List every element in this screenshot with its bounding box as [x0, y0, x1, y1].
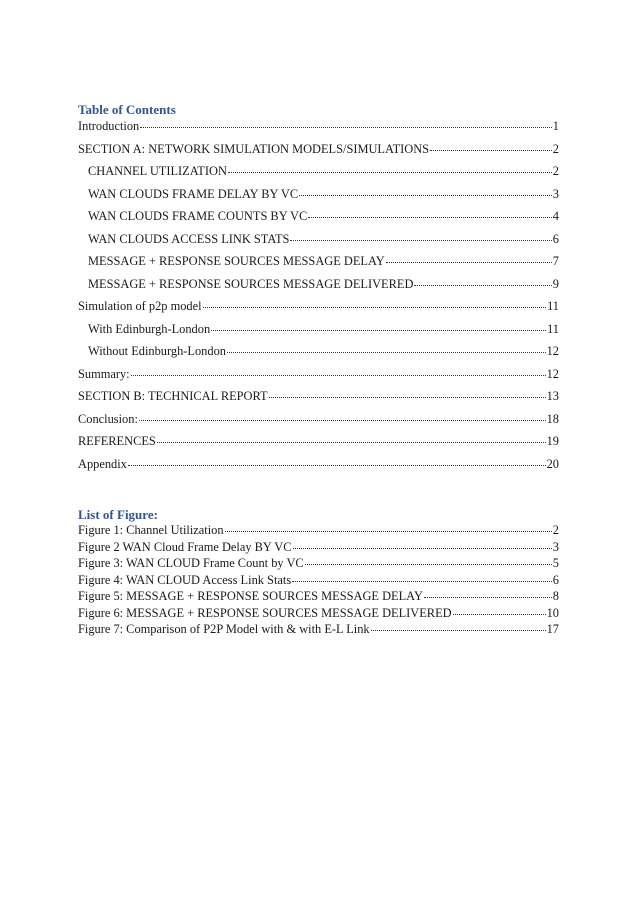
figure-entry[interactable]	[78, 522, 559, 539]
toc-entry-page: 9	[552, 276, 559, 291]
dot-leader	[293, 547, 552, 549]
figure-entry-label: Figure 4: WAN CLOUD Access Link Stats	[78, 572, 292, 587]
toc-entry-label: MESSAGE + RESPONSE SOURCES MESSAGE DELIVERED	[88, 276, 414, 291]
toc-entry-page: 2	[552, 164, 559, 178]
toc-entry[interactable]	[78, 276, 559, 299]
toc-entry-label: Simulation of p2p model	[78, 299, 202, 313]
toc-entry-page: 2	[552, 141, 559, 156]
toc-entry-page: 12	[546, 366, 559, 381]
toc-entry-label: Introduction	[78, 119, 140, 133]
toc-entry[interactable]	[78, 163, 559, 186]
toc-entry-label: Appendix	[78, 456, 127, 471]
toc-entry[interactable]	[78, 298, 559, 321]
figure-entry[interactable]	[78, 572, 559, 589]
dot-leader	[228, 171, 552, 173]
toc-entry-label: With Edinburgh-London	[88, 321, 211, 336]
figure-entry-page: 10	[546, 605, 559, 620]
toc-entry-page: 1	[552, 119, 559, 133]
toc-entry-page: 7	[552, 254, 559, 268]
toc-entry-page: 6	[552, 231, 559, 246]
dot-leader	[290, 239, 551, 241]
toc-entry-label: Conclusion:	[78, 411, 138, 426]
toc-entry-page: 13	[546, 389, 559, 403]
toc-entry-label: MESSAGE + RESPONSE SOURCES MESSAGE DELAY	[88, 254, 385, 268]
toc-entry-label: SECTION B: TECHNICAL REPORT	[78, 389, 268, 403]
toc-entry[interactable]	[78, 433, 559, 456]
dot-leader	[157, 441, 546, 443]
toc-entry-label: Without Edinburgh-London	[88, 344, 226, 358]
dot-leader	[225, 530, 552, 532]
toc-entry[interactable]	[78, 231, 559, 254]
dot-leader	[299, 194, 552, 196]
toc-entry[interactable]	[78, 321, 559, 344]
dot-leader	[269, 396, 546, 398]
toc-entry[interactable]	[78, 186, 559, 209]
toc-entry-label: CHANNEL UTILIZATION	[88, 164, 227, 178]
figure-entry[interactable]	[78, 539, 559, 556]
figure-entry[interactable]	[78, 605, 559, 622]
toc-entry-label: REFERENCES	[78, 434, 156, 448]
toc-entry-label: WAN CLOUDS FRAME COUNTS BY VC	[88, 209, 308, 223]
dot-leader	[414, 284, 551, 286]
dot-leader	[211, 329, 546, 331]
figure-entry-page: 8	[552, 589, 559, 603]
toc-entry-page: 11	[547, 321, 559, 336]
figure-entry[interactable]	[78, 555, 559, 572]
figure-entry-page: 3	[552, 539, 559, 554]
toc-entry-label: SECTION A: NETWORK SIMULATION MODELS/SIMULATIONS	[78, 141, 430, 156]
toc-entry[interactable]	[78, 388, 559, 411]
toc-entry[interactable]	[78, 366, 559, 389]
dot-leader	[292, 580, 552, 582]
figure-entry-page: 2	[552, 523, 559, 537]
dot-leader	[128, 464, 546, 466]
dot-leader	[140, 126, 552, 128]
toc-entry-page: 18	[546, 411, 559, 426]
toc-entry-page: 20	[546, 456, 559, 471]
dot-leader	[305, 563, 552, 565]
toc-entry-page: 11	[547, 299, 559, 313]
figure-entry-label: Figure 6: MESSAGE + RESPONSE SOURCES MESSAGE DELIVERED	[78, 605, 452, 620]
dot-leader	[308, 216, 552, 218]
dot-leader	[131, 374, 546, 376]
list-of-figures-title: List of Figure:	[78, 507, 158, 522]
toc-entry-page: 3	[552, 186, 559, 201]
toc-entry-label: WAN CLOUDS FRAME DELAY BY VC	[88, 186, 299, 201]
dot-leader	[203, 306, 547, 308]
toc-entry-page: 12	[546, 344, 559, 358]
toc-entry-label: Summary:	[78, 366, 130, 381]
figure-entry[interactable]	[78, 588, 559, 605]
figure-entry-label: Figure 2 WAN Cloud Frame Delay BY VC	[78, 539, 292, 554]
figure-entry-label: Figure 3: WAN CLOUD Frame Count by VC	[78, 556, 304, 570]
figure-entry-page: 5	[552, 556, 559, 570]
toc-entry[interactable]	[78, 208, 559, 231]
toc-entry-page: 19	[546, 434, 559, 448]
toc-entry[interactable]	[78, 141, 559, 164]
dot-leader	[371, 629, 546, 631]
figure-entry[interactable]	[78, 621, 559, 638]
dot-leader	[453, 613, 546, 615]
toc-list	[78, 118, 559, 478]
toc-entry[interactable]	[78, 456, 559, 479]
toc-entry[interactable]	[78, 253, 559, 276]
figure-entry-page: 17	[546, 622, 559, 636]
toc-title: Table of Contents	[78, 102, 176, 117]
dot-leader	[227, 351, 546, 353]
list-of-figures	[78, 522, 559, 638]
figure-entry-page: 6	[552, 572, 559, 587]
dot-leader	[430, 149, 552, 151]
toc-entry-page: 4	[552, 209, 559, 223]
toc-entry-label: WAN CLOUDS ACCESS LINK STATS	[88, 231, 290, 246]
figure-entry-label: Figure 7: Comparison of P2P Model with & with E-L Link	[78, 622, 370, 636]
figure-entry-label: Figure 5: MESSAGE + RESPONSE SOURCES MESSAGE DELAY	[78, 589, 423, 603]
toc-entry[interactable]	[78, 411, 559, 434]
dot-leader	[386, 261, 552, 263]
dot-leader	[139, 419, 546, 421]
toc-entry[interactable]	[78, 343, 559, 366]
toc-entry[interactable]	[78, 118, 559, 141]
dot-leader	[424, 596, 552, 598]
figure-entry-label: Figure 1: Channel Utilization	[78, 523, 224, 537]
